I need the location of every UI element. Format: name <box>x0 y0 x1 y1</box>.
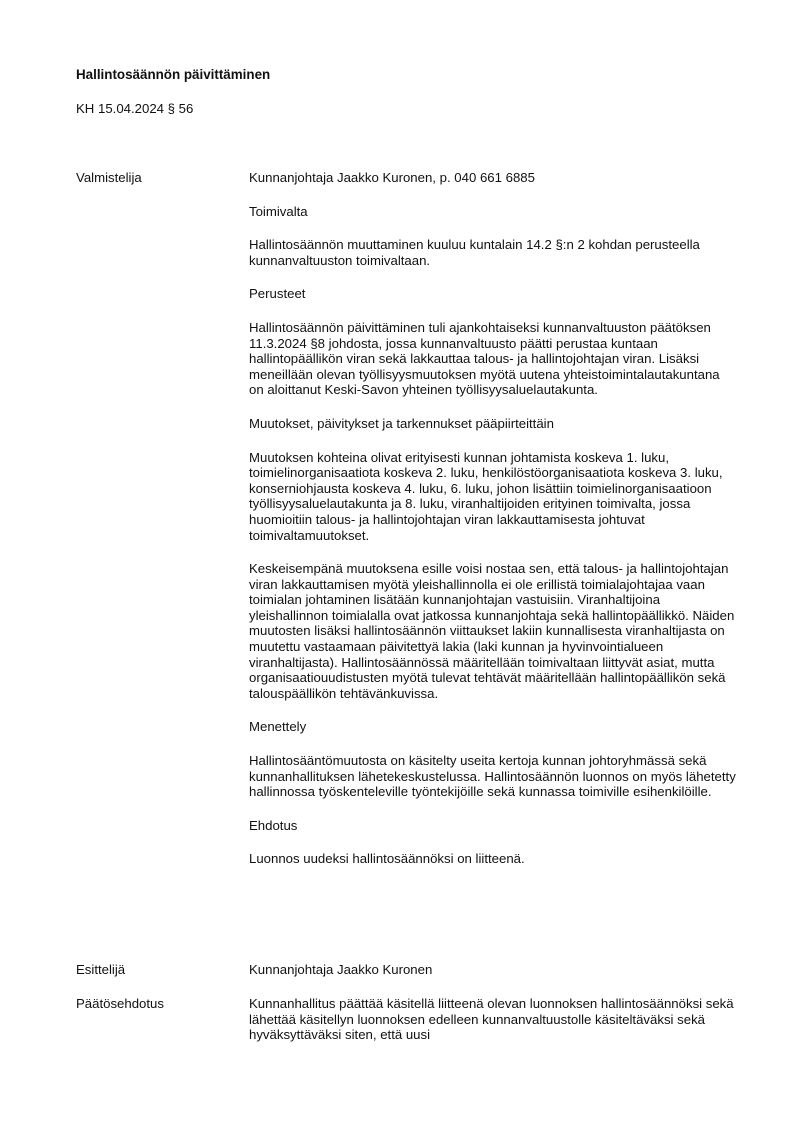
heading-muutokset: Muutokset, päivitykset ja tarkennukset pääpiirteittäin <box>249 415 554 431</box>
paragraph-toimivalta: Hallintosäännön muuttaminen kuuluu kuntalain 14.2 §:n 2 kohdan perusteella kunnanvaltuuston toimivaltaan. <box>249 237 700 268</box>
presenter-name: Kunnanjohtaja Jaakko Kuronen <box>249 962 433 977</box>
decision-proposal-text: Kunnanhallitus päättää käsitellä liitteenä olevan luonnoksen hallintosäännöksi sekä lähettää käsitellyn luonnoksen edelleen kunnanvaltuustolle käsiteltäväksi sekä hyväksyttäväksi siten, että uusi <box>249 996 734 1043</box>
document-title: Hallintosäännön päivittäminen <box>76 67 271 82</box>
paragraph-keskeisempana: Keskeisempänä muutoksena esille voisi nostaa sen, että talous- ja hallintojohtajan viran lakkauttamisen myötä yleishallinnolla ei ole erillistä toimialajohtajaa vaan toimialan johtaminen lisätään kunnanjohtajan vastuisiin. Viranhaltijoina yleishallinnon toimialalla ovat jatkossa kunnanjohtaja sekä hallintopäällikkö. Näiden muutosten lisäksi hallintosäännön viittaukset lakiin kunnallisesta viranhaltijasta on muutettu vastaamaan päivitettyä lakia (laki kunnan ja hyvinvointialueen viranhaltijasta). Hallintosäännössä määritellään toimivaltaan liittyvät asiat, mutta organisaatiouudistusten myötä tulevat tehtävät määritellään hallintopäällikön sekä talouspäällikön tehtävänkuvissa. <box>249 561 735 701</box>
valmistelija-label: Valmistelija <box>76 170 142 185</box>
heading-toimivalta: Toimivalta <box>249 203 308 219</box>
heading-menettely: Menettely <box>249 719 307 735</box>
paragraph-menettely: Hallintosääntömuutosta on käsitelty useita kertoja kunnan johtoryhmässä sekä kunnanhallituksen lähetekeskustelussa. Hallintosäännön luonnos on myös lähetetty hallinnossa työskenteleville työntekijöille sekä kunnassa toimiville esihenkilöille. <box>249 753 736 800</box>
paatosehdotus-value <box>249 996 737 1043</box>
heading-ehdotus: Ehdotus <box>249 817 298 833</box>
paragraph-perusteet: Hallintosäännön päivittäminen tuli ajankohtaiseksi kunnanvaltuuston päätöksen 11.3.2024 §8 johdosta, jossa kunnanvaltuusto päätti perustaa kuntaan hallintopäällikön viran sekä lakkauttaa talous- ja hallintojohtajan viran. Lisäksi meneillään olevan työllisyysmuutoksen myötä uutena yhteistoimintalautakuntana on aloittanut Keski-Savon yhteinen työllisyysaluelautakunta. <box>249 319 720 398</box>
esittelija-value <box>249 962 737 978</box>
meeting-reference: KH 15.04.2024 § 56 <box>76 101 194 116</box>
paragraph-muutokset: Muutoksen kohteina olivat erityisesti kunnan johtamista koskeva 1. luku, toimielinorganisaatiota koskeva 2. luku, henkilöstöorganisaatiota koskeva 3. luku, konserniohjausta koskeva 4. luku, 6. luku, johon lisättiin toimielinorganisaatioon työllisyysaluelautakunta ja 8. luku, viranhaltijoiden erityinen toimivalta, jossa huomioitiin talous- ja hallintojohtajan viran lakkauttamisesta johtuvat toimivaltamuutokset. <box>249 449 723 543</box>
paatosehdotus-label: Päätösehdotus <box>76 996 164 1011</box>
heading-perusteet: Perusteet <box>249 286 306 302</box>
esittelija-label: Esittelijä <box>76 962 126 977</box>
paragraph-ehdotus: Luonnos uudeksi hallintosäännöksi on liitteenä. <box>249 851 525 867</box>
valmistelija-section <box>249 170 737 885</box>
preparer-name: Kunnanjohtaja Jaakko Kuronen, p. 040 661 6885 <box>249 170 535 185</box>
